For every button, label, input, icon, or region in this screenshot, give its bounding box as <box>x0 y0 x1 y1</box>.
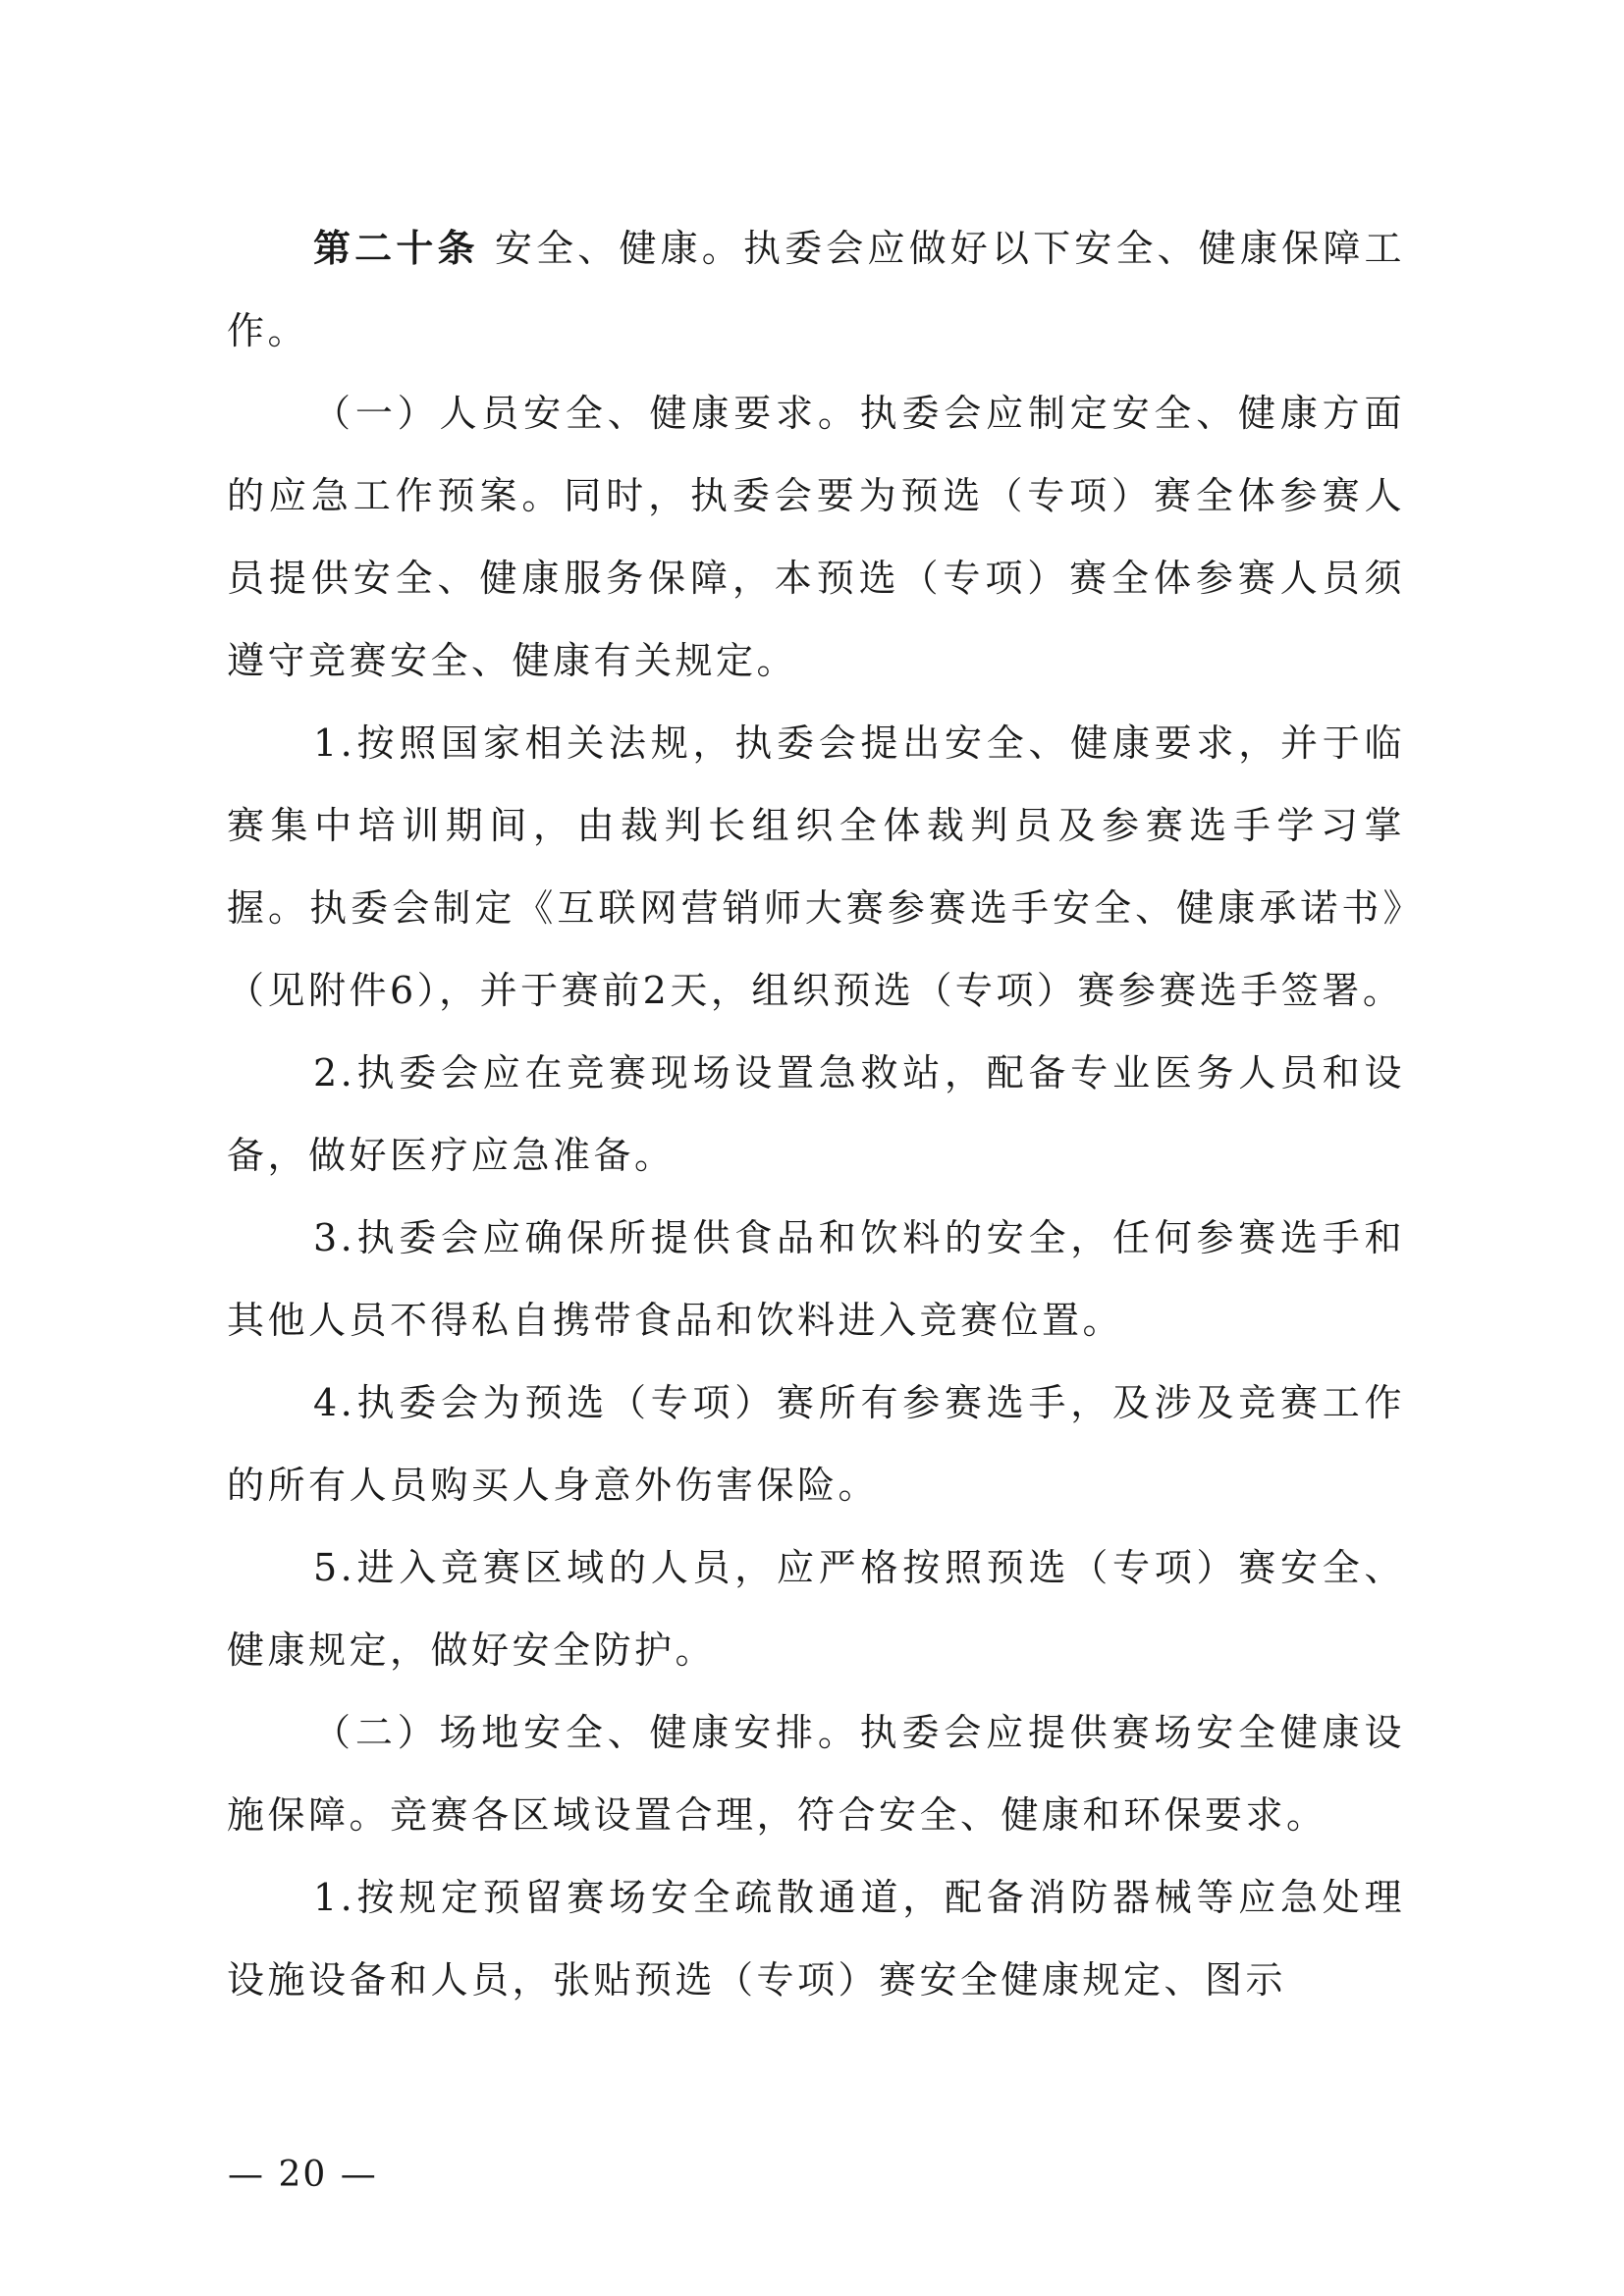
article-intro: 安全、健康。执委会应做好以下安全、健康保障工作。 <box>227 227 1405 352</box>
paragraph-personnel-safety: （一）人员安全、健康要求。执委会应制定安全、健康方面的应急工作预案。同时，执委会要为预选（专项）赛全体参赛人员提供安全、健康服务保障，本预选（专项）赛全体参赛人员须遵守竞赛安全、健康有关规定。 <box>227 392 1405 682</box>
article-heading: 第二十条 <box>313 226 479 270</box>
page-number: — 20 — <box>228 2155 378 2195</box>
paragraph-item-4: 4.执委会为预选（专项）赛所有参赛选手，及涉及竞赛工作的所有人员购买人身意外伤害保险。 <box>227 1381 1405 1507</box>
paragraph-venue-item-1: 1.按规定预留赛场安全疏散通道，配备消防器械等应急处理设施设备和人员，张贴预选（专项）赛安全健康规定、图示 <box>227 1876 1405 2002</box>
article-paragraph <box>227 207 1405 372</box>
paragraph-item-5: 5.进入竞赛区域的人员，应严格按照预选（专项）赛安全、健康规定，做好安全防护。 <box>227 1546 1405 1672</box>
paragraph-venue-safety: （二）场地安全、健康安排。执委会应提供赛场安全健康设施保障。竞赛各区域设置合理，符合安全、健康和环保要求。 <box>227 1711 1405 1837</box>
paragraph-item-3: 3.执委会应确保所提供食品和饮料的安全，任何参赛选手和其他人员不得私自携带食品和饮料进入竞赛位置。 <box>227 1216 1405 1342</box>
paragraph-item-1: 1.按照国家相关法规，执委会提出安全、健康要求，并于临赛集中培训期间，由裁判长组织全体裁判员及参赛选手学习掌握。执委会制定《互联网营销师大赛参赛选手安全、健康承诺书》（见附件6），并于赛前2天，组织预选（专项）赛参赛选手签署。 <box>227 721 1405 1012</box>
paragraph-item-2: 2.执委会应在竞赛现场设置急救站，配备专业医务人员和设备，做好医疗应急准备。 <box>227 1051 1405 1177</box>
document-body <box>227 207 1405 2021</box>
